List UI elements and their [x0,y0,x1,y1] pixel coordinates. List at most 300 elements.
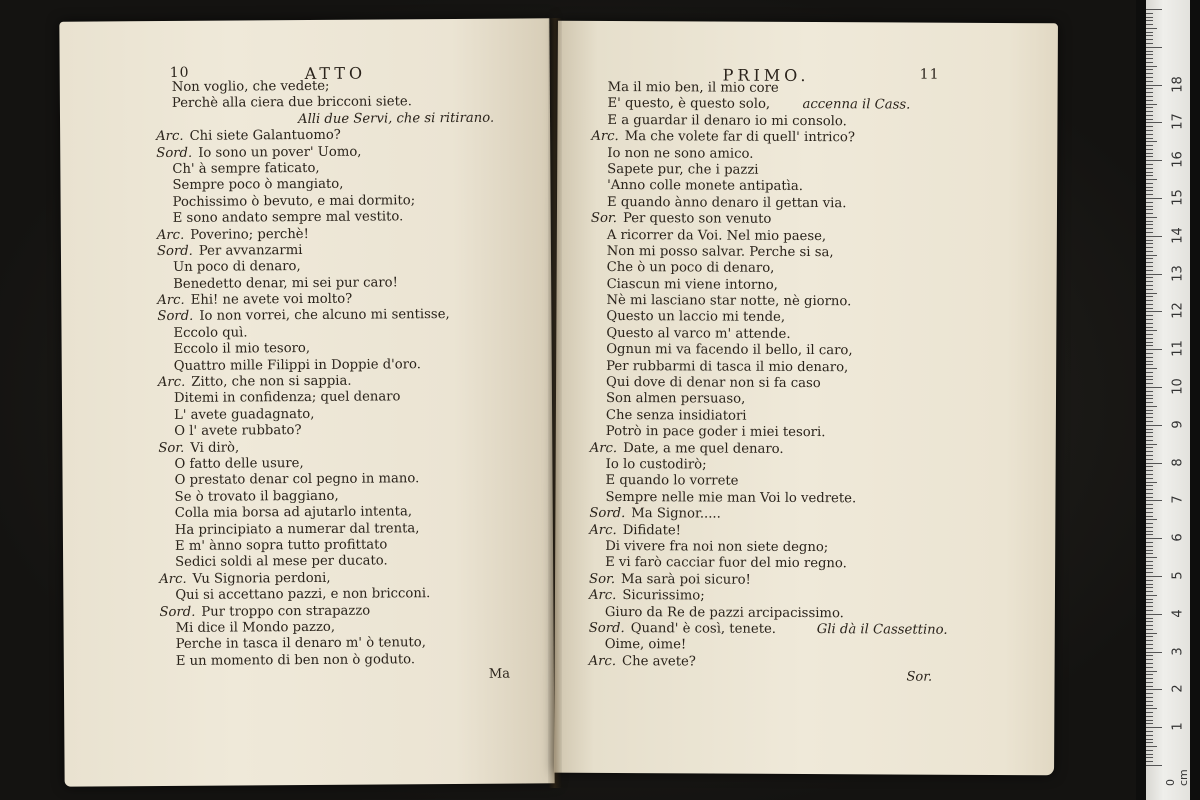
ruler-tick [1146,35,1153,36]
ruler-tick [1146,206,1153,207]
ruler-tick [1146,141,1157,142]
ruler-tick [1146,349,1162,350]
ruler-tick [1146,398,1153,399]
ruler-tick [1146,750,1153,751]
ruler-tick [1146,345,1153,346]
stage-direction: accenna il Cass. [802,97,911,113]
ruler-tick [1146,731,1153,732]
verse-text: Potrò in pace goder i miei tesori. [605,424,826,441]
ruler-tick [1146,648,1153,649]
ruler-tick [1146,629,1153,630]
ruler-tick [1146,671,1157,672]
left-page-text [60,77,554,670]
ruler-tick [1146,508,1153,509]
ruler-tick [1146,293,1157,294]
ruler-tick [1146,153,1153,154]
ruler-tick [1146,425,1162,426]
ruler-tick [1146,247,1153,248]
verse-text: A ricorrer da Voi. Nel mio paese, [606,227,827,244]
ruler-tick [1146,478,1153,479]
ruler-number: 15 [1170,189,1186,206]
ruler-tick [1146,644,1153,645]
right-page-text [555,80,1058,673]
verse-text: E m' ànno sopra tutto profittato [174,537,388,554]
ruler-tick [1146,81,1153,82]
speaker-label: Sord. [588,620,625,636]
verse-text: Ma Signor..... [631,506,721,522]
speaker-label: Arc. [156,129,184,145]
ruler-tick [1146,122,1162,123]
ruler-tick [1146,338,1153,339]
ruler-tick [1146,315,1153,316]
ruler-tick [1146,77,1153,78]
ruler-tick [1146,145,1153,146]
ruler-tick [1146,459,1153,460]
text-line [64,651,554,671]
verse-text: Oime, oime! [604,637,687,653]
ruler-tick [1146,553,1153,554]
ruler-tick [1146,523,1153,524]
verse-text: Non voglio, che vedete; [171,78,330,95]
ruler-tick [1146,179,1157,180]
ruler-tick [1146,228,1153,229]
stage-direction: Gli dà il Cassettino. [816,621,948,638]
speaker-label: Arc. [589,440,618,456]
ruler-tick [1146,296,1153,297]
ruler-number: 7 [1170,495,1186,505]
speaker-label: Arc. [156,227,185,243]
ruler-tick [1146,561,1153,562]
ruler-tick [1146,107,1153,108]
ruler-tick [1146,39,1153,40]
ruler-number: 13 [1170,264,1186,282]
ruler-tick [1146,224,1153,225]
ruler-number: 12 [1170,302,1186,320]
ruler-tick [1146,557,1157,558]
ruler-tick [1146,701,1153,702]
speaker-label: Arc. [588,653,617,669]
ruler-tick [1146,440,1153,441]
ruler-tick [1146,160,1162,161]
ruler-tick [1146,96,1153,97]
ruler-tick [1146,342,1153,343]
ruler-tick [1146,100,1153,101]
ruler-tick [1146,330,1157,331]
ruler-tick [1146,149,1153,150]
ruler-tick [1146,32,1153,33]
ruler-tick [1146,765,1162,766]
book-gutter [548,18,562,788]
ruler-tick [1146,92,1153,93]
ruler-tick [1146,720,1153,721]
ruler-number: 4 [1170,609,1186,618]
ruler-tick [1146,311,1162,312]
ruler-tick [1146,640,1153,641]
ruler-tick [1146,194,1153,195]
ruler-tick [1146,463,1162,464]
ruler-tick [1146,232,1153,233]
ruler-tick [1146,364,1153,365]
ruler-number: 16 [1170,151,1186,168]
ruler-tick [1146,17,1153,18]
ruler-tick [1146,636,1153,637]
ruler-tick [1146,300,1153,301]
ruler-number: 18 [1170,75,1186,93]
verse-text: Mi dice il Mondo pazzo, [175,619,336,636]
ruler-tick [1146,353,1153,354]
ruler-tick [1146,66,1157,67]
ruler-number: 17 [1170,113,1186,131]
ruler-number: 11 [1170,340,1186,357]
ruler-tick [1146,754,1153,755]
ruler-tick [1146,24,1153,25]
verse-text: Se ò trovato il baggiano, [174,488,339,505]
ruler-tick [1146,395,1153,396]
ruler-tick [1146,746,1157,747]
right-page [554,21,1058,776]
ruler-tick [1146,391,1153,392]
ruler-tick [1146,633,1157,634]
ruler-tick [1146,202,1153,203]
ruler-tick [1146,383,1153,384]
ruler-tick [1146,727,1162,728]
text-line [555,653,1055,672]
ruler-tick [1146,674,1153,675]
ruler-tick [1146,493,1153,494]
ruler-tick [1146,357,1153,358]
verse-text: Benedetto denar, mi sei pur caro! [173,275,398,292]
ruler-tick [1146,258,1153,259]
verse-text: Questo al varco m' attende. [606,325,791,342]
verse-text: Ognun mi va facendo il bello, il caro, [606,342,853,359]
ruler-tick [1146,610,1153,611]
ruler-tick [1146,156,1153,157]
ruler-tick [1146,319,1153,320]
ruler-tick [1146,164,1153,165]
verse-text: Sedici soldi al mese per ducato. [175,553,388,571]
ruler-tick [1146,474,1153,475]
ruler-tick [1146,587,1153,588]
ruler-tick [1146,270,1153,271]
ruler-tick [1146,274,1162,275]
ruler-tick [1146,572,1153,573]
verse-text: Ma sarà poi sicuro! [621,571,751,588]
speaker-label: Arc. [589,522,617,538]
verse-text: Che ò un poco di denaro, [606,260,775,277]
ruler-tick [1146,266,1153,267]
ruler-tick [1146,54,1153,55]
speaker-label: Sord. [156,243,193,259]
ruler-tick [1146,565,1153,566]
ruler-unit-label: 0 cm [1164,769,1190,786]
ruler-tick [1146,655,1153,656]
ruler-tick [1146,584,1153,585]
ruler-number: 6 [1170,533,1186,542]
ruler-tick [1146,43,1153,44]
ruler-tick [1146,652,1162,653]
ruler-number: 14 [1170,227,1186,244]
ruler-tick [1146,436,1153,437]
right-page-number: 11 [919,66,940,83]
ruler-tick [1146,504,1153,505]
ruler-tick [1146,73,1153,74]
verse-text: Son almen persuaso, [605,391,746,408]
ruler-tick [1146,387,1162,388]
ruler-tick [1146,470,1153,471]
ruler-tick [1146,190,1153,191]
verse-text: Io lo custodirò; [605,456,707,473]
verse-text: Che avete? [621,653,696,670]
stage-direction: Alli due Servi, che si ritirano. [297,110,495,127]
ruler-tick [1146,115,1153,116]
ruler-tick [1146,69,1153,70]
ruler-tick [1146,618,1153,619]
ruler-tick [1146,47,1162,48]
verse-text: E sono andato sempre mal vestito. [172,209,404,227]
verse-text: Sicurissimo; [622,588,705,604]
ruler-tick [1146,243,1153,244]
verse-text: Sempre nelle mie man Voi lo vedrete. [605,489,857,507]
speaker-label: Arc. [157,292,185,309]
ruler-tick [1146,187,1153,188]
verse-text: Che senza insidiatori [605,407,747,424]
ruler-tick [1146,761,1153,762]
ruler-tick [1146,576,1162,577]
ruler-tick [1146,368,1157,369]
ruler-tick [1146,708,1157,709]
verse-text: Quattro mille Filippi in Doppie d'oro. [173,356,421,374]
ruler-tick [1146,527,1153,528]
verse-text: Zitto, che non si sappia. [191,373,352,390]
verse-text: Sempre poco ò mangiato, [172,177,344,194]
ruler-tick [1146,739,1153,740]
ruler-number: 3 [1170,646,1186,656]
verse-text: E' questo, è questo solo, [607,96,771,113]
ruler-tick [1146,625,1153,626]
ruler-tick [1146,88,1153,89]
verse-text: L' avete guadagnato, [174,406,315,423]
ruler-tick [1146,735,1153,736]
speaker-label: Arc. [588,587,617,604]
speaker-label: Sord. [156,145,193,161]
left-page-number: 10 [169,64,190,81]
ruler-tick [1146,413,1153,414]
ruler-tick [1146,198,1162,199]
ruler-tick [1146,175,1153,176]
ruler-tick [1146,595,1157,596]
ruler-tick [1146,455,1153,456]
ruler-tick [1146,28,1157,29]
speaker-label: Sor. [590,210,618,227]
ruler-tick [1146,410,1153,411]
verse-text: Vi dirò, [190,440,240,456]
ruler-tick [1146,304,1153,305]
verse-text: Ciascun mi viene intorno, [606,276,778,293]
ruler-tick [1146,85,1162,86]
ruler-tick [1146,599,1153,600]
ruler-tick [1146,126,1153,127]
verse-text: Difidate! [622,522,682,538]
verse-text: Date, a me quel denaro. [623,440,784,457]
ruler-tick [1146,542,1153,543]
ruler-tick [1146,134,1153,135]
ruler-tick [1146,285,1153,286]
left-page-catchword: Ma [488,666,511,682]
verse-text: Pochissimo ò bevuto, e mai dormito; [172,192,416,210]
verse-text: Io sono un pover' Uomo, [198,144,362,161]
verse-text: Sapete pur, che i pazzi [607,161,759,178]
ruler-tick [1146,236,1162,237]
ruler-number: 10 [1170,378,1186,395]
ruler-tick [1146,757,1153,758]
measuring-ruler [1146,0,1190,800]
ruler-tick [1146,209,1153,210]
ruler-tick [1146,512,1153,513]
ruler-tick [1146,376,1153,377]
ruler-tick [1146,402,1153,403]
ruler-tick [1146,519,1157,520]
ruler-tick [1146,659,1153,660]
verse-text: O fatto delle usure, [174,456,304,472]
ruler-tick [1146,531,1153,532]
ruler-tick [1146,534,1153,535]
ruler-tick [1146,693,1153,694]
speaker-label: Sord. [157,309,194,325]
ruler-number: 1 [1170,722,1186,731]
left-page [59,18,554,786]
verse-text: Chi siete Galantuomo? [189,127,341,144]
ruler-tick [1146,686,1153,687]
ruler-tick [1146,678,1153,679]
ruler-tick [1146,20,1153,21]
verse-text: Ma il mio ben, il mio core [607,79,779,96]
ruler-tick [1146,13,1153,14]
ruler-tick [1146,682,1153,683]
verse-text: Pur troppo con strapazzo [201,603,371,620]
ruler-tick [1146,546,1153,547]
verse-text: Eccolo il mio tesoro, [173,341,311,358]
ruler-tick [1146,485,1153,486]
ruler-tick [1146,58,1153,59]
speaker-label: Arc. [591,129,619,145]
ruler-tick [1146,255,1157,256]
ruler-tick [1146,591,1153,592]
speaker-label: Arc. [157,374,186,391]
ruler-number: 5 [1170,571,1186,580]
ruler-tick [1146,217,1157,218]
verse-text: E a guardar il denaro io mi consolo. [607,112,847,129]
ruler-tick [1146,111,1153,112]
speaker-label: Sor. [158,440,185,456]
verse-text: Per rubbarmi di tasca il mio denaro, [606,358,849,375]
verse-text: Qui si accettano pazzi, e non bricconi. [175,586,431,604]
ruler-number: 8 [1170,457,1186,467]
verse-text: 'Anno colle monete antipatìa. [607,178,803,195]
verse-text: Poverino; perchè! [190,226,309,243]
ruler-tick [1146,323,1153,324]
ruler-tick [1146,172,1153,173]
verse-text: Quand' è così, tenete. [630,620,777,637]
ruler-tick [1146,500,1162,501]
verse-text: Di vivere fra noi non siete degno; [605,538,829,556]
ruler-tick [1146,379,1153,380]
ruler-tick [1146,568,1153,569]
ruler-tick [1146,168,1153,169]
ruler-tick [1146,482,1157,483]
verse-text: Perchè alla ciera due bricconi siete. [171,94,412,112]
verse-text: Io non vorrei, che alcuno mi sentisse, [199,307,450,325]
ruler-tick [1146,372,1153,373]
ruler-tick [1146,251,1153,252]
ruler-tick [1146,716,1153,717]
ruler-tick [1146,213,1153,214]
verse-text: Perche in tasca il denaro m' ò tenuto, [175,635,426,653]
ruler-tick [1146,262,1153,263]
verse-text: Ch' à sempre faticato, [172,160,320,177]
speaker-label: Sord. [159,604,196,620]
verse-text: Ma che volete far di quell' intrico? [624,129,855,146]
verse-text: Ehi! ne avete voi molto? [190,291,353,308]
verse-text: Ha principiato a numerar dal trenta, [174,520,420,538]
ruler-tick [1146,421,1153,422]
speaker-label: Sor. [589,571,616,587]
ruler-tick [1146,406,1157,407]
ruler-tick [1146,281,1153,282]
ruler-tick [1146,308,1153,309]
verse-text: Nè mi lasciano star notte, nè giorno. [606,293,852,310]
ruler-tick [1146,119,1153,120]
verse-text: Vu Signoria perdoni, [192,570,331,587]
speaker-label: Arc. [159,571,187,587]
ruler-tick [1146,614,1162,615]
ruler-tick [1146,689,1162,690]
verse-text: Io non ne sono amico. [607,145,754,162]
ruler-tick [1146,602,1153,603]
verse-text: Un poco di denaro, [173,259,301,276]
verse-text: Ditemi in confidenza; quel denaro [173,389,401,407]
verse-text: Per questo son venuto [622,211,772,227]
ruler-tick [1146,723,1153,724]
verse-text: E quando ànno denaro il gettan via. [606,194,847,211]
ruler-tick [1146,334,1153,335]
ruler-tick [1146,550,1153,551]
ruler-tick [1146,516,1153,517]
ruler-tick [1146,447,1153,448]
verse-text: O l' avete rubbato? [174,423,302,440]
ruler-tick [1146,327,1153,328]
verse-text: Qui dove di denar non si fa caso [606,374,821,392]
ruler-tick [1146,489,1153,490]
ruler-tick [1146,221,1153,222]
ruler-tick [1146,361,1153,362]
verse-text: Colla mia borsa ad ajutarlo intenta, [174,504,413,522]
ruler-tick [1146,62,1153,63]
right-page-running-title: PRIMO. [722,65,810,86]
ruler-tick [1146,51,1153,52]
ruler-tick [1146,606,1153,607]
verse-text: O prestato denar col pegno in mano. [174,471,420,489]
verse-text: E vi farò cacciar fuor del mio regno. [605,555,847,572]
ruler-tick [1146,667,1153,668]
speaker-label: Sord. [589,506,626,522]
verse-text: E quando lo vorrete [605,473,739,490]
ruler-tick [1146,9,1162,10]
verse-text: Per avvanzarmi [198,242,303,259]
ruler-tick [1146,742,1153,743]
ruler-number: 9 [1170,420,1186,429]
ruler-tick [1146,138,1153,139]
ruler-tick [1146,712,1153,713]
